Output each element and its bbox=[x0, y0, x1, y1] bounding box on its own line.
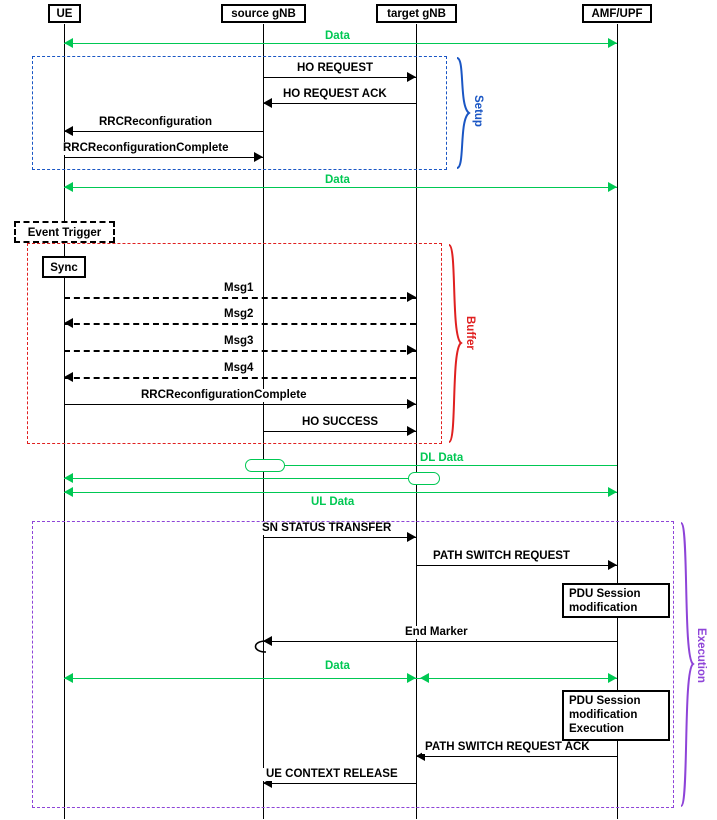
message-label-ho-request: HO REQUEST bbox=[294, 62, 376, 75]
message-line-msg4 bbox=[64, 377, 416, 379]
message-line-path-switch-request bbox=[416, 565, 617, 566]
note-event-trigger: Event Trigger bbox=[14, 221, 115, 243]
message-label-data-1: Data bbox=[322, 30, 353, 43]
arrowhead-msg4 bbox=[64, 372, 73, 382]
arrowhead-msg1 bbox=[407, 292, 416, 302]
message-label-path-switch-request-ack: PATH SWITCH REQUEST ACK bbox=[422, 741, 593, 754]
note-pdu-line-2: modification bbox=[569, 602, 638, 614]
message-line-ho-request-ack bbox=[263, 103, 416, 104]
arrowhead-rrc-complete-2 bbox=[407, 399, 416, 409]
message-label-msg3: Msg3 bbox=[221, 335, 256, 348]
message-line-ho-success bbox=[263, 431, 416, 432]
message-line-rrc-reconfiguration bbox=[64, 131, 263, 132]
actor-target-gnb: target gNB bbox=[376, 4, 457, 23]
message-label-ho-request-ack: HO REQUEST ACK bbox=[280, 88, 390, 101]
message-line-rrc-reconfiguration-complete bbox=[64, 157, 263, 158]
arrowhead-data-3-left bbox=[64, 673, 73, 683]
arrowhead-rrc-reconfiguration bbox=[64, 126, 73, 136]
message-line-msg2 bbox=[64, 323, 416, 325]
message-line-dl-data bbox=[250, 465, 617, 466]
message-line-msg3 bbox=[64, 350, 416, 352]
message-line-ue-context-release bbox=[263, 783, 416, 784]
arrowhead-path-switch-request bbox=[608, 560, 617, 570]
message-label-msg4: Msg4 bbox=[221, 362, 256, 375]
note-pdu-session-modification bbox=[562, 583, 670, 618]
end-marker-loop bbox=[248, 636, 274, 654]
arrowhead-msg2 bbox=[64, 318, 73, 328]
arrowhead-ho-request-ack bbox=[263, 98, 272, 108]
arrowhead-sn-status-transfer bbox=[407, 532, 416, 542]
arrowhead-ho-request bbox=[407, 72, 416, 82]
message-label-end-marker: End Marker bbox=[402, 626, 471, 639]
message-label-sn-status-transfer: SN STATUS TRANSFER bbox=[259, 522, 394, 535]
arrowhead-ul-data-left bbox=[64, 487, 73, 497]
actor-ue: UE bbox=[48, 4, 81, 23]
message-line-sn-status-transfer bbox=[263, 537, 416, 538]
arrowhead-data-2-left bbox=[64, 182, 73, 192]
arrowhead-data-2-right bbox=[608, 182, 617, 192]
arrowhead-ul-data-upper-left bbox=[64, 473, 73, 483]
region-label-buffer: Buffer bbox=[464, 316, 476, 350]
region-label-setup: Setup bbox=[472, 95, 484, 127]
message-line-ul-data bbox=[64, 478, 435, 479]
message-label-ho-success: HO SUCCESS bbox=[299, 416, 381, 429]
message-line-end-marker bbox=[263, 641, 617, 642]
dl-data-tunnel bbox=[245, 459, 285, 472]
note-pdu-exec-line-3: Execution bbox=[569, 723, 624, 735]
arrowhead-msg3 bbox=[407, 345, 416, 355]
message-label-rrc-reconfiguration-complete: RRCReconfigurationComplete bbox=[60, 142, 231, 155]
message-label-data-2: Data bbox=[322, 174, 353, 187]
message-label-dl-data: DL Data bbox=[417, 452, 466, 465]
actor-amf-upf: AMF/UPF bbox=[582, 4, 652, 23]
arrowhead-data-3-right bbox=[608, 673, 617, 683]
note-pdu-line-1: PDU Session bbox=[569, 588, 641, 600]
message-label-ue-context-release: UE CONTEXT RELEASE bbox=[263, 768, 401, 781]
message-label-rrc-reconfiguration: RRCReconfiguration bbox=[96, 116, 215, 129]
arrowhead-data-1-right bbox=[608, 38, 617, 48]
region-label-execution: Execution bbox=[695, 628, 707, 683]
arrowhead-data-3-mid-left bbox=[420, 673, 429, 683]
arrowhead-ul-data-right bbox=[608, 487, 617, 497]
message-line-rrc-complete-2 bbox=[64, 404, 416, 405]
note-pdu-session-modification-execution bbox=[562, 690, 670, 741]
note-pdu-exec-line-2: modification bbox=[569, 709, 638, 721]
message-label-path-switch-request: PATH SWITCH REQUEST bbox=[430, 550, 573, 563]
arrowhead-data-3-right-mid bbox=[407, 673, 416, 683]
message-line-msg1 bbox=[64, 297, 416, 299]
message-label-data-3: Data bbox=[322, 660, 353, 673]
arrowhead-ho-success bbox=[407, 426, 416, 436]
message-line-ho-request bbox=[263, 77, 416, 78]
message-line-ul-data-2 bbox=[64, 492, 617, 493]
ul-data-tunnel bbox=[408, 472, 440, 485]
note-sync: Sync bbox=[42, 256, 86, 278]
arrowhead-rrc-reconfiguration-complete bbox=[254, 152, 263, 162]
note-pdu-exec-line-1: PDU Session bbox=[569, 695, 641, 707]
message-label-ul-data: UL Data bbox=[308, 496, 357, 509]
message-line-data-1 bbox=[64, 43, 617, 44]
arrowhead-data-1-left bbox=[64, 38, 73, 48]
actor-source-gnb: source gNB bbox=[221, 4, 306, 23]
message-line-data-2 bbox=[64, 187, 617, 188]
message-line-data-3 bbox=[64, 678, 617, 679]
message-line-path-switch-request-ack bbox=[416, 756, 617, 757]
message-label-msg2: Msg2 bbox=[221, 308, 256, 321]
message-label-rrc-complete-2: RRCReconfigurationComplete bbox=[138, 389, 309, 402]
message-label-msg1: Msg1 bbox=[221, 282, 256, 295]
